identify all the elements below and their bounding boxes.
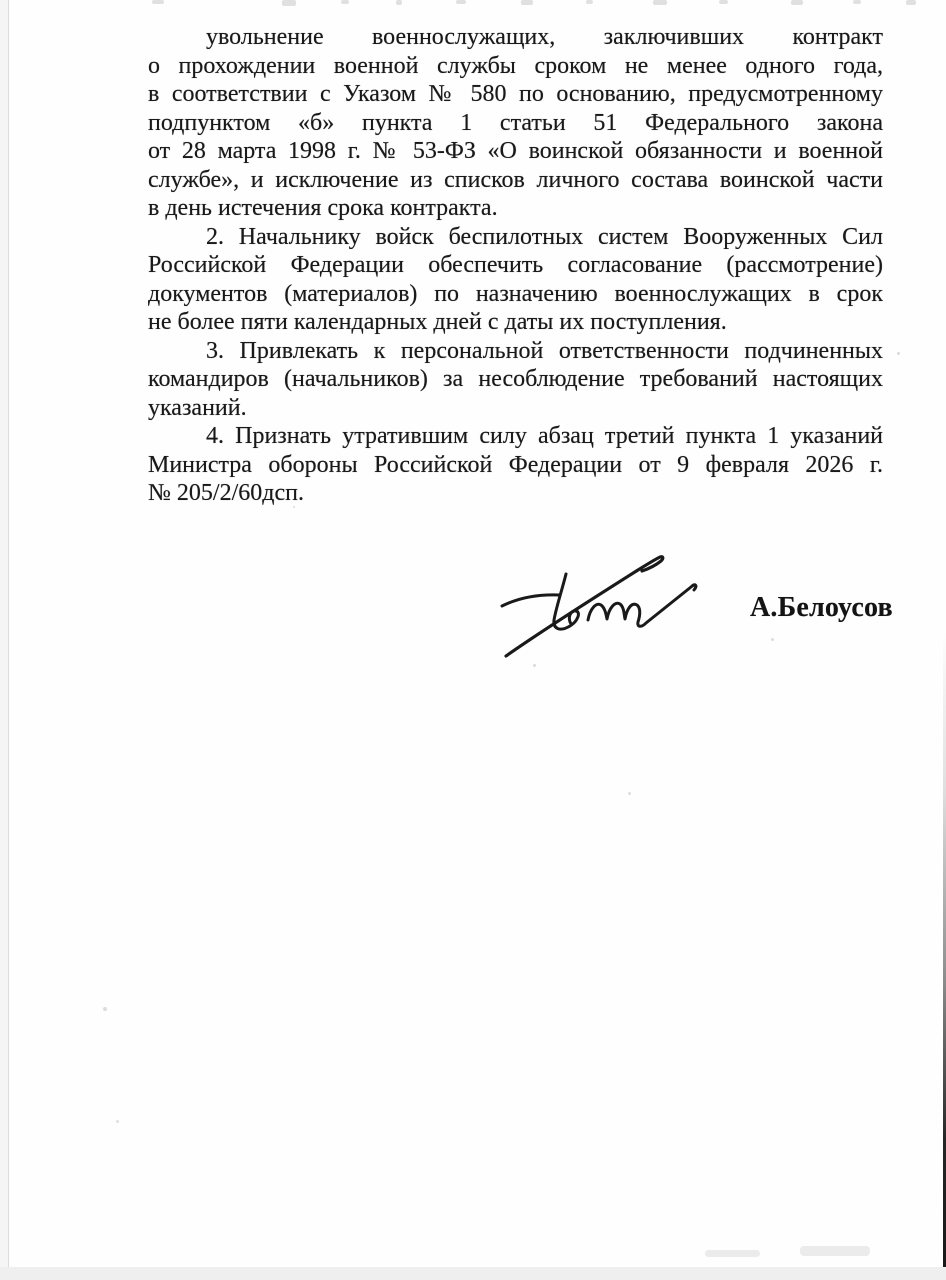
text-line: Министра обороны Российской Федерации от 9 февраля 2026 г.	[148, 451, 883, 478]
text-line: о прохождении военной службы сроком не менее одного года,	[148, 52, 883, 79]
scan-speck	[897, 352, 900, 355]
scan-smudge	[705, 1250, 760, 1257]
signatory-name: А.Белоусов	[750, 592, 893, 623]
text-line: в соответствии с Указом № 580 по основанию, предусмотренному	[148, 81, 883, 107]
text-line: 3. Привлекать к персональной ответственности подчиненных	[206, 337, 883, 364]
text-line: Российской Федерации обеспечить согласование (рассмотрение)	[148, 252, 883, 278]
scan-speck	[533, 664, 536, 667]
text-line: 2. Начальнику войск беспилотных систем Вооруженных Сил	[206, 223, 883, 250]
signature-icon	[480, 540, 770, 680]
scan-speck	[628, 792, 631, 795]
scan-bottom-edge	[0, 1267, 946, 1280]
scan-speck	[293, 506, 295, 508]
scan-speck	[116, 1120, 119, 1123]
scan-left-edge	[0, 0, 9, 1280]
scan-speck	[771, 638, 774, 641]
scan-smudge	[800, 1246, 870, 1256]
text-line: 4. Признать утратившим силу абзац третий пункта 1 указаний	[206, 423, 883, 449]
scan-speck	[103, 1007, 107, 1011]
text-line: командиров (начальников) за несоблюдение требований настоящих	[148, 366, 883, 392]
text-line: в день истечения срока контракта.	[148, 195, 498, 221]
text-line: документов (материалов) по назначению военнослужащих в срок	[148, 280, 883, 307]
text-line: не более пяти календарных дней с даты их поступления.	[148, 309, 727, 335]
text-line: от 28 марта 1998 г. № 53-ФЗ «О воинской обязанности и военной	[148, 138, 883, 164]
document-text	[148, 23, 883, 508]
text-line: № 205/2/60дсп.	[148, 480, 304, 506]
text-line: указаний.	[148, 394, 247, 421]
text-line: службе», и исключение из списков личного состава воинской части	[148, 166, 883, 193]
text-line: увольнение военнослужащих, заключивших контракт	[206, 24, 883, 50]
text-line: подпунктом «б» пункта 1 статьи 51 Федерального закона	[148, 109, 883, 136]
